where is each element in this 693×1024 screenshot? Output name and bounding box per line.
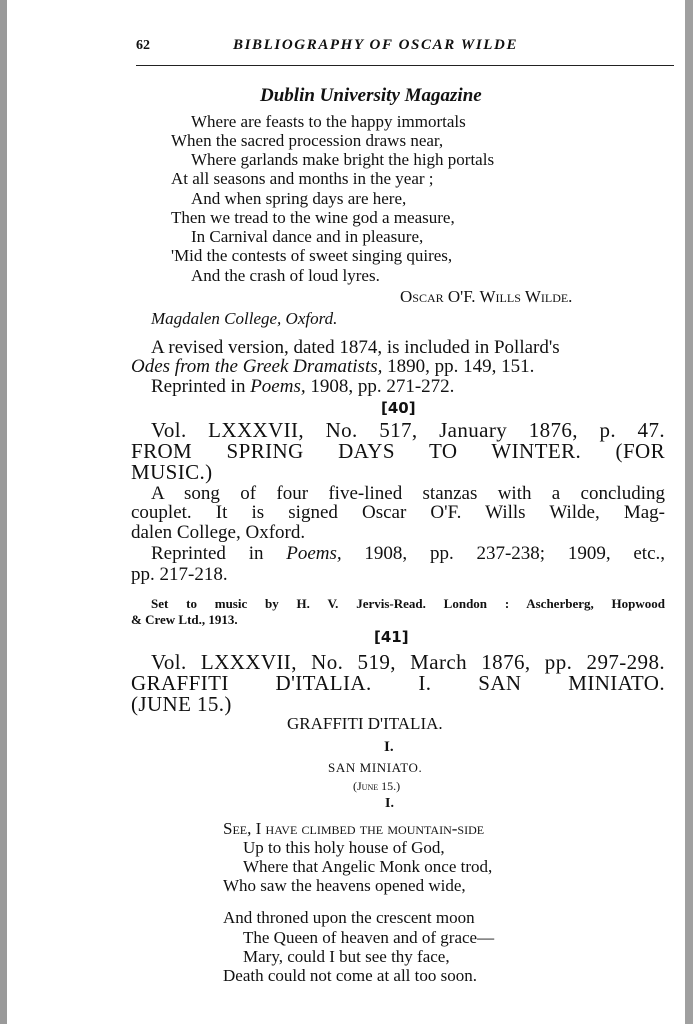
entry40-reprint-rest: 1908, pp. 237-238; 1909, etc., (341, 543, 665, 564)
poem2-line: Where that Angelic Monk once trod, (243, 857, 493, 876)
note1-book-title: Odes from the Greek Dramatists, (131, 356, 383, 377)
entry40-desc-line3: dalen College, Oxford. (131, 522, 306, 543)
entry40-title-line2: MUSIC.) (131, 460, 213, 484)
poem2-line-text: See, I have climbed the mountain-side (223, 819, 485, 838)
header-rule (136, 65, 674, 66)
poem1-line: Where garlands make bright the high portals (191, 150, 495, 169)
magazine-title: Dublin University Magazine (260, 85, 482, 106)
poem2-line: And throned upon the crescent moon (223, 908, 475, 927)
poem1-line: In Carnival dance and in pleasure, (191, 227, 424, 246)
note1-line2 (131, 356, 534, 378)
poem1-line: Where are feasts to the happy immortals (191, 112, 466, 131)
entry40-desc-line2: couplet. It is signed Oscar O'F. Wills Wilde, Mag- (131, 502, 665, 523)
poem1-line: 'Mid the contests of sweet singing quires, (171, 246, 453, 265)
entry40-desc-line1: A song of four five-lined stanzas with a concluding (151, 483, 665, 504)
entry-number-41: [41] (374, 628, 409, 646)
entry40-reprint-line1 (151, 543, 665, 565)
entry-number-40: [40] (381, 399, 416, 417)
poem2-heading: GRAFFITI D'ITALIA. (287, 714, 443, 733)
poem1-line: And when spring days are here, (191, 189, 407, 208)
poem2-date: (June 15.) (353, 779, 401, 793)
viewer-frame-left (0, 0, 7, 1024)
note1-line1: A revised version, dated 1874, is included in Pollard's (151, 337, 560, 358)
poem2-line: Who saw the heavens opened wide, (223, 876, 466, 895)
poem1-place: Magdalen College, Oxford. (151, 309, 338, 328)
note1-line3 (151, 376, 454, 398)
poem2-line: The Queen of heaven and of grace— (243, 928, 495, 947)
note1-line2-rest: 1890, pp. 149, 151. (382, 356, 535, 377)
poem1-line: Then we tread to the wine god a measure, (171, 208, 455, 227)
poem2-subtitle: SAN MINIATO. (328, 760, 423, 775)
note1-line3-rest: 1908, pp. 271-272. (305, 376, 455, 397)
poem2-line: Mary, could I but see thy face, (243, 947, 450, 966)
entry40-reprint-start: Reprinted in (151, 543, 287, 564)
entry40-title-line1: FROM SPRING DAYS TO WINTER. (FOR (131, 439, 665, 463)
viewer-frame-right (685, 0, 693, 1024)
poem2-part: I. (384, 739, 394, 755)
poem1-line: And the crash of loud lyres. (191, 266, 380, 285)
entry40-music-line2: & Crew Ltd., 1913. (131, 612, 238, 627)
poem2-stanza-number: I. (385, 796, 394, 811)
poem1-line: When the sacred procession draws near, (171, 131, 444, 150)
entry40-reprint-line2: pp. 217-218. (131, 564, 228, 585)
entry41-title-line1: GRAFFITI D'ITALIA. I. SAN MINIATO. (131, 671, 665, 695)
book-page (8, 0, 685, 1024)
entry40-volume: Vol. LXXXVII, No. 517, January 1876, p. 47. (151, 418, 665, 442)
poem1-line: At all seasons and months in the year ; (171, 169, 434, 188)
note1-line3-start: Reprinted in (151, 376, 251, 397)
entry41-volume: Vol. LXXXVII, No. 519, March 1876, pp. 297-298. (151, 650, 665, 674)
page-number: 62 (136, 38, 150, 53)
entry40-music-line1: Set to music by H. V. Jervis-Read. London : Ascherberg, Hopwood (151, 596, 665, 611)
poem2-line (223, 819, 484, 839)
entry40-poems-title: Poems, (286, 543, 342, 564)
poem2-line: Death could not come at all too soon. (223, 966, 477, 985)
running-title: BIBLIOGRAPHY OF OSCAR WILDE (233, 37, 519, 53)
entry41-title-line2: (JUNE 15.) (131, 692, 232, 716)
note1-poems-title: Poems, (250, 376, 306, 397)
poem1-signature: Oscar O'F. Wills Wilde. (400, 287, 573, 306)
poem2-line: Up to this holy house of God, (243, 838, 445, 857)
